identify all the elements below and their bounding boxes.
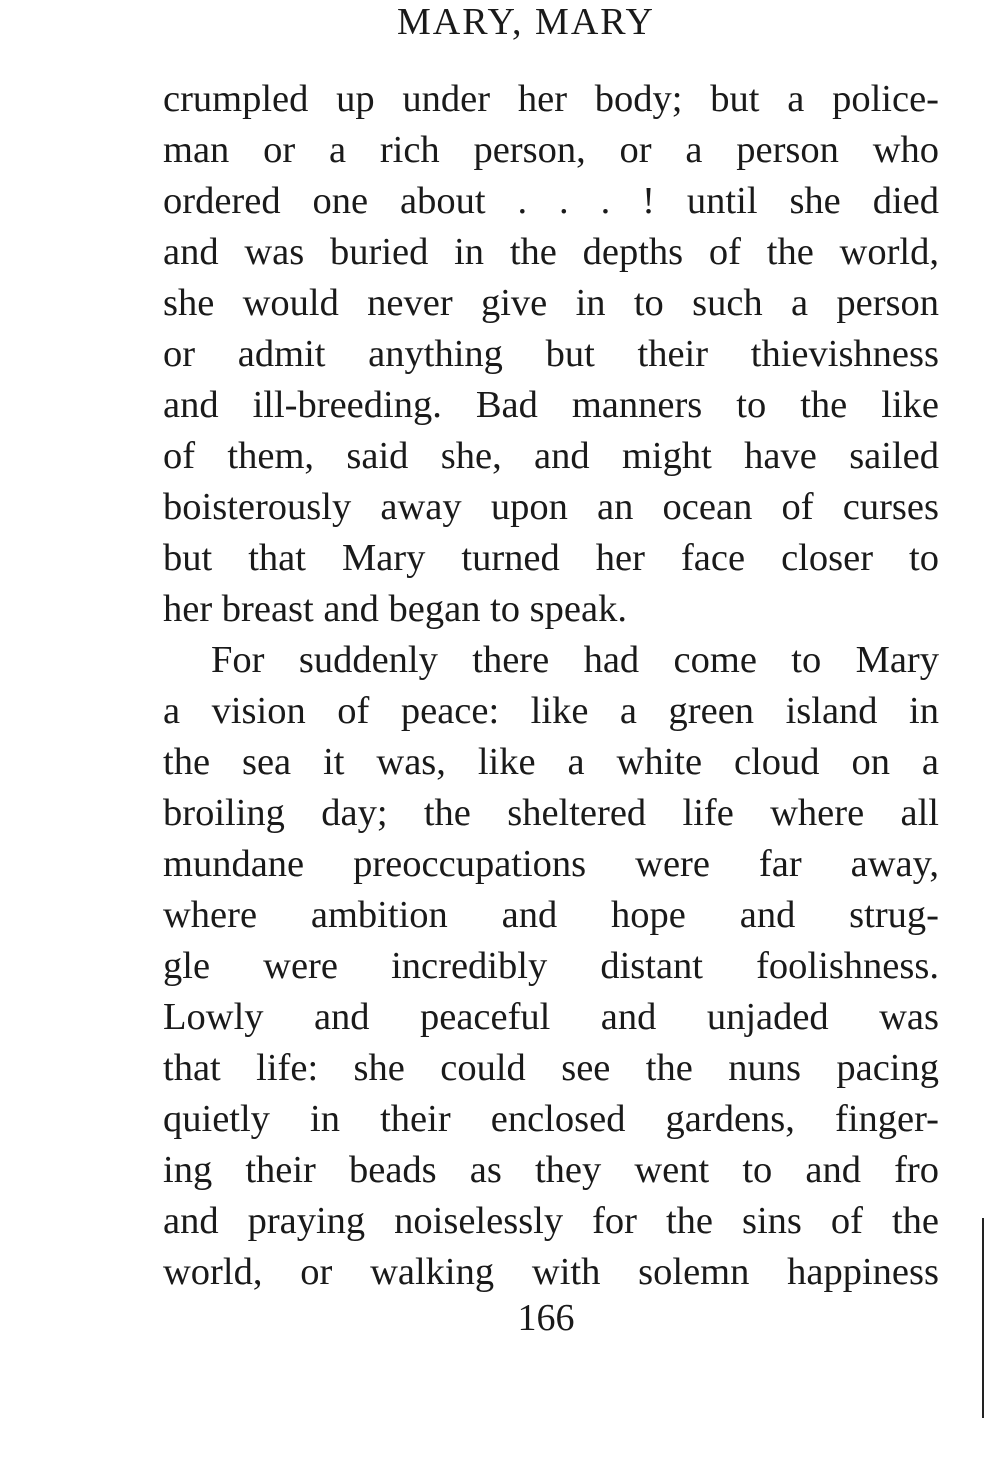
text-line: her breast and began to speak. — [163, 588, 627, 630]
text-line: gle were incredibly distant foolishness. — [163, 945, 939, 987]
text-line: a vision of peace: like a green island in — [163, 690, 939, 732]
text-line: mundane preoccupations were far away, — [163, 843, 939, 885]
text-line: and praying noiselessly for the sins of the — [163, 1200, 939, 1242]
text-line: man or a rich person, or a person who — [163, 129, 939, 171]
text-line: she would never give in to such a person — [163, 282, 939, 324]
scan-edge-mark — [982, 1218, 984, 1418]
page-number: 166 — [517, 1297, 575, 1339]
text-line: crumpled up under her body; but a police- — [163, 78, 939, 120]
text-line: and was buried in the depths of the world, — [163, 231, 939, 273]
text-line: where ambition and hope and strug- — [163, 894, 939, 936]
body-text — [163, 74, 939, 1298]
paragraph-1 — [163, 74, 939, 635]
text-line: ing their beads as they went to and fro — [163, 1149, 939, 1191]
text-line: ordered one about . . . ! until she died — [163, 180, 939, 222]
text-line: Lowly and peaceful and unjaded was — [163, 996, 939, 1038]
text-line: the sea it was, like a white cloud on a — [163, 741, 939, 783]
text-line: For suddenly there had come to Mary — [211, 639, 939, 681]
text-line: world, or walking with solemn happiness — [163, 1251, 939, 1293]
text-line: and ill-breeding. Bad manners to the like — [163, 384, 939, 426]
paragraph-2 — [163, 635, 939, 1298]
text-line: broiling day; the sheltered life where all — [163, 792, 939, 834]
text-line: but that Mary turned her face closer to — [163, 537, 939, 579]
text-line: or admit anything but their thievishness — [163, 333, 939, 375]
text-line: quietly in their enclosed gardens, finger- — [163, 1098, 939, 1140]
text-line: of them, said she, and might have sailed — [163, 435, 939, 477]
text-line: boisterously away upon an ocean of curses — [163, 486, 939, 528]
text-line: that life: she could see the nuns pacing — [163, 1047, 939, 1089]
running-head: MARY, MARY — [397, 1, 655, 43]
